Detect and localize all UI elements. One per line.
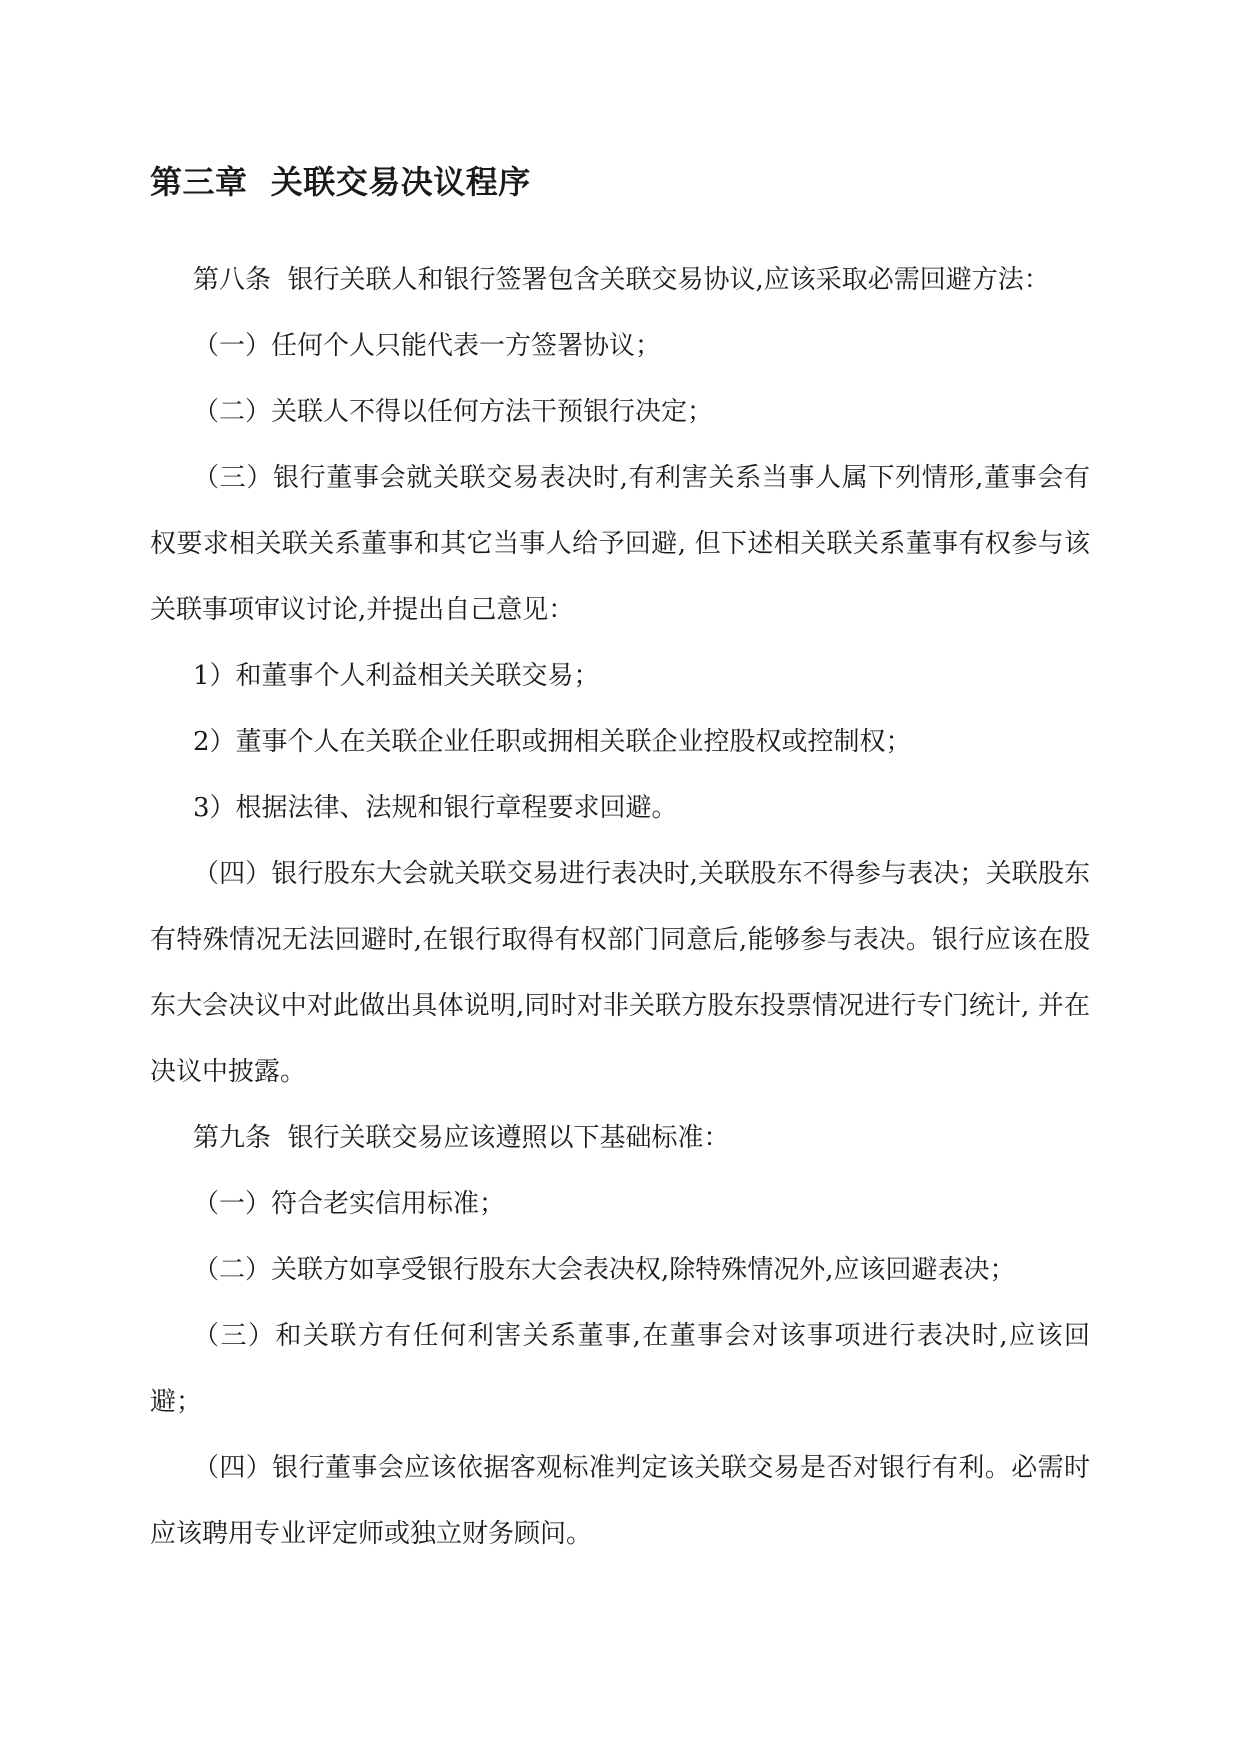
- article-8-item-3-sub-1: 1）和董事个人利益相关关联交易；: [193, 661, 600, 691]
- article-9-item-2: （二）关联方如享受银行股东大会表决权,除特殊情况外,应该回避表决；: [193, 1255, 1016, 1285]
- article-9-item-1: （一）符合老实信用标准；: [193, 1189, 506, 1219]
- article-8-item-3: （三）银行董事会就关联交易表决时,有利害关系当事人属下列情形,董事会有权要求相关联关系董事和其它当事人给予回避, 但下述相关联关系董事有权参与该关联事项审议讨论,并提出自己意见：: [150, 463, 1090, 625]
- article-9-paragraph: 第九条 银行关联交易应该遵照以下基础标准：: [193, 1123, 730, 1153]
- chapter-title: 第三章 关联交易决议程序: [150, 163, 531, 201]
- article-8-item-1: （一）任何个人只能代表一方签署协议；: [193, 331, 662, 361]
- article-9-item-3: （三）和关联方有任何利害关系董事,在董事会对该事项进行表决时,应该回避；: [150, 1321, 1090, 1417]
- article-8-item-3-sub-3: 3）根据法律、法规和银行章程要求回避。: [193, 793, 678, 823]
- article-8-item-3-sub-2: 2）董事个人在关联企业任职或拥相关联企业控股权或控制权；: [193, 727, 912, 757]
- article-9-item-4: （四）银行董事会应该依据客观标准判定该关联交易是否对银行有利。必需时应该聘用专业评定师或独立财务顾问。: [150, 1453, 1090, 1549]
- article-8-item-2: （二）关联人不得以任何方法干预银行决定；: [193, 397, 714, 427]
- document-body: [150, 247, 1090, 1567]
- article-8-item-4: （四）银行股东大会就关联交易进行表决时,关联股东不得参与表决；关联股东有特殊情况无法回避时,在银行取得有权部门同意后,能够参与表决。银行应该在股东大会决议中对此做出具体说明,同时对非关联方股东投票情况进行专门统计, 并在决议中披露。: [150, 859, 1090, 1087]
- article-8-paragraph: 第八条 银行关联人和银行签署包含关联交易协议,应该采取必需回避方法：: [193, 265, 1050, 295]
